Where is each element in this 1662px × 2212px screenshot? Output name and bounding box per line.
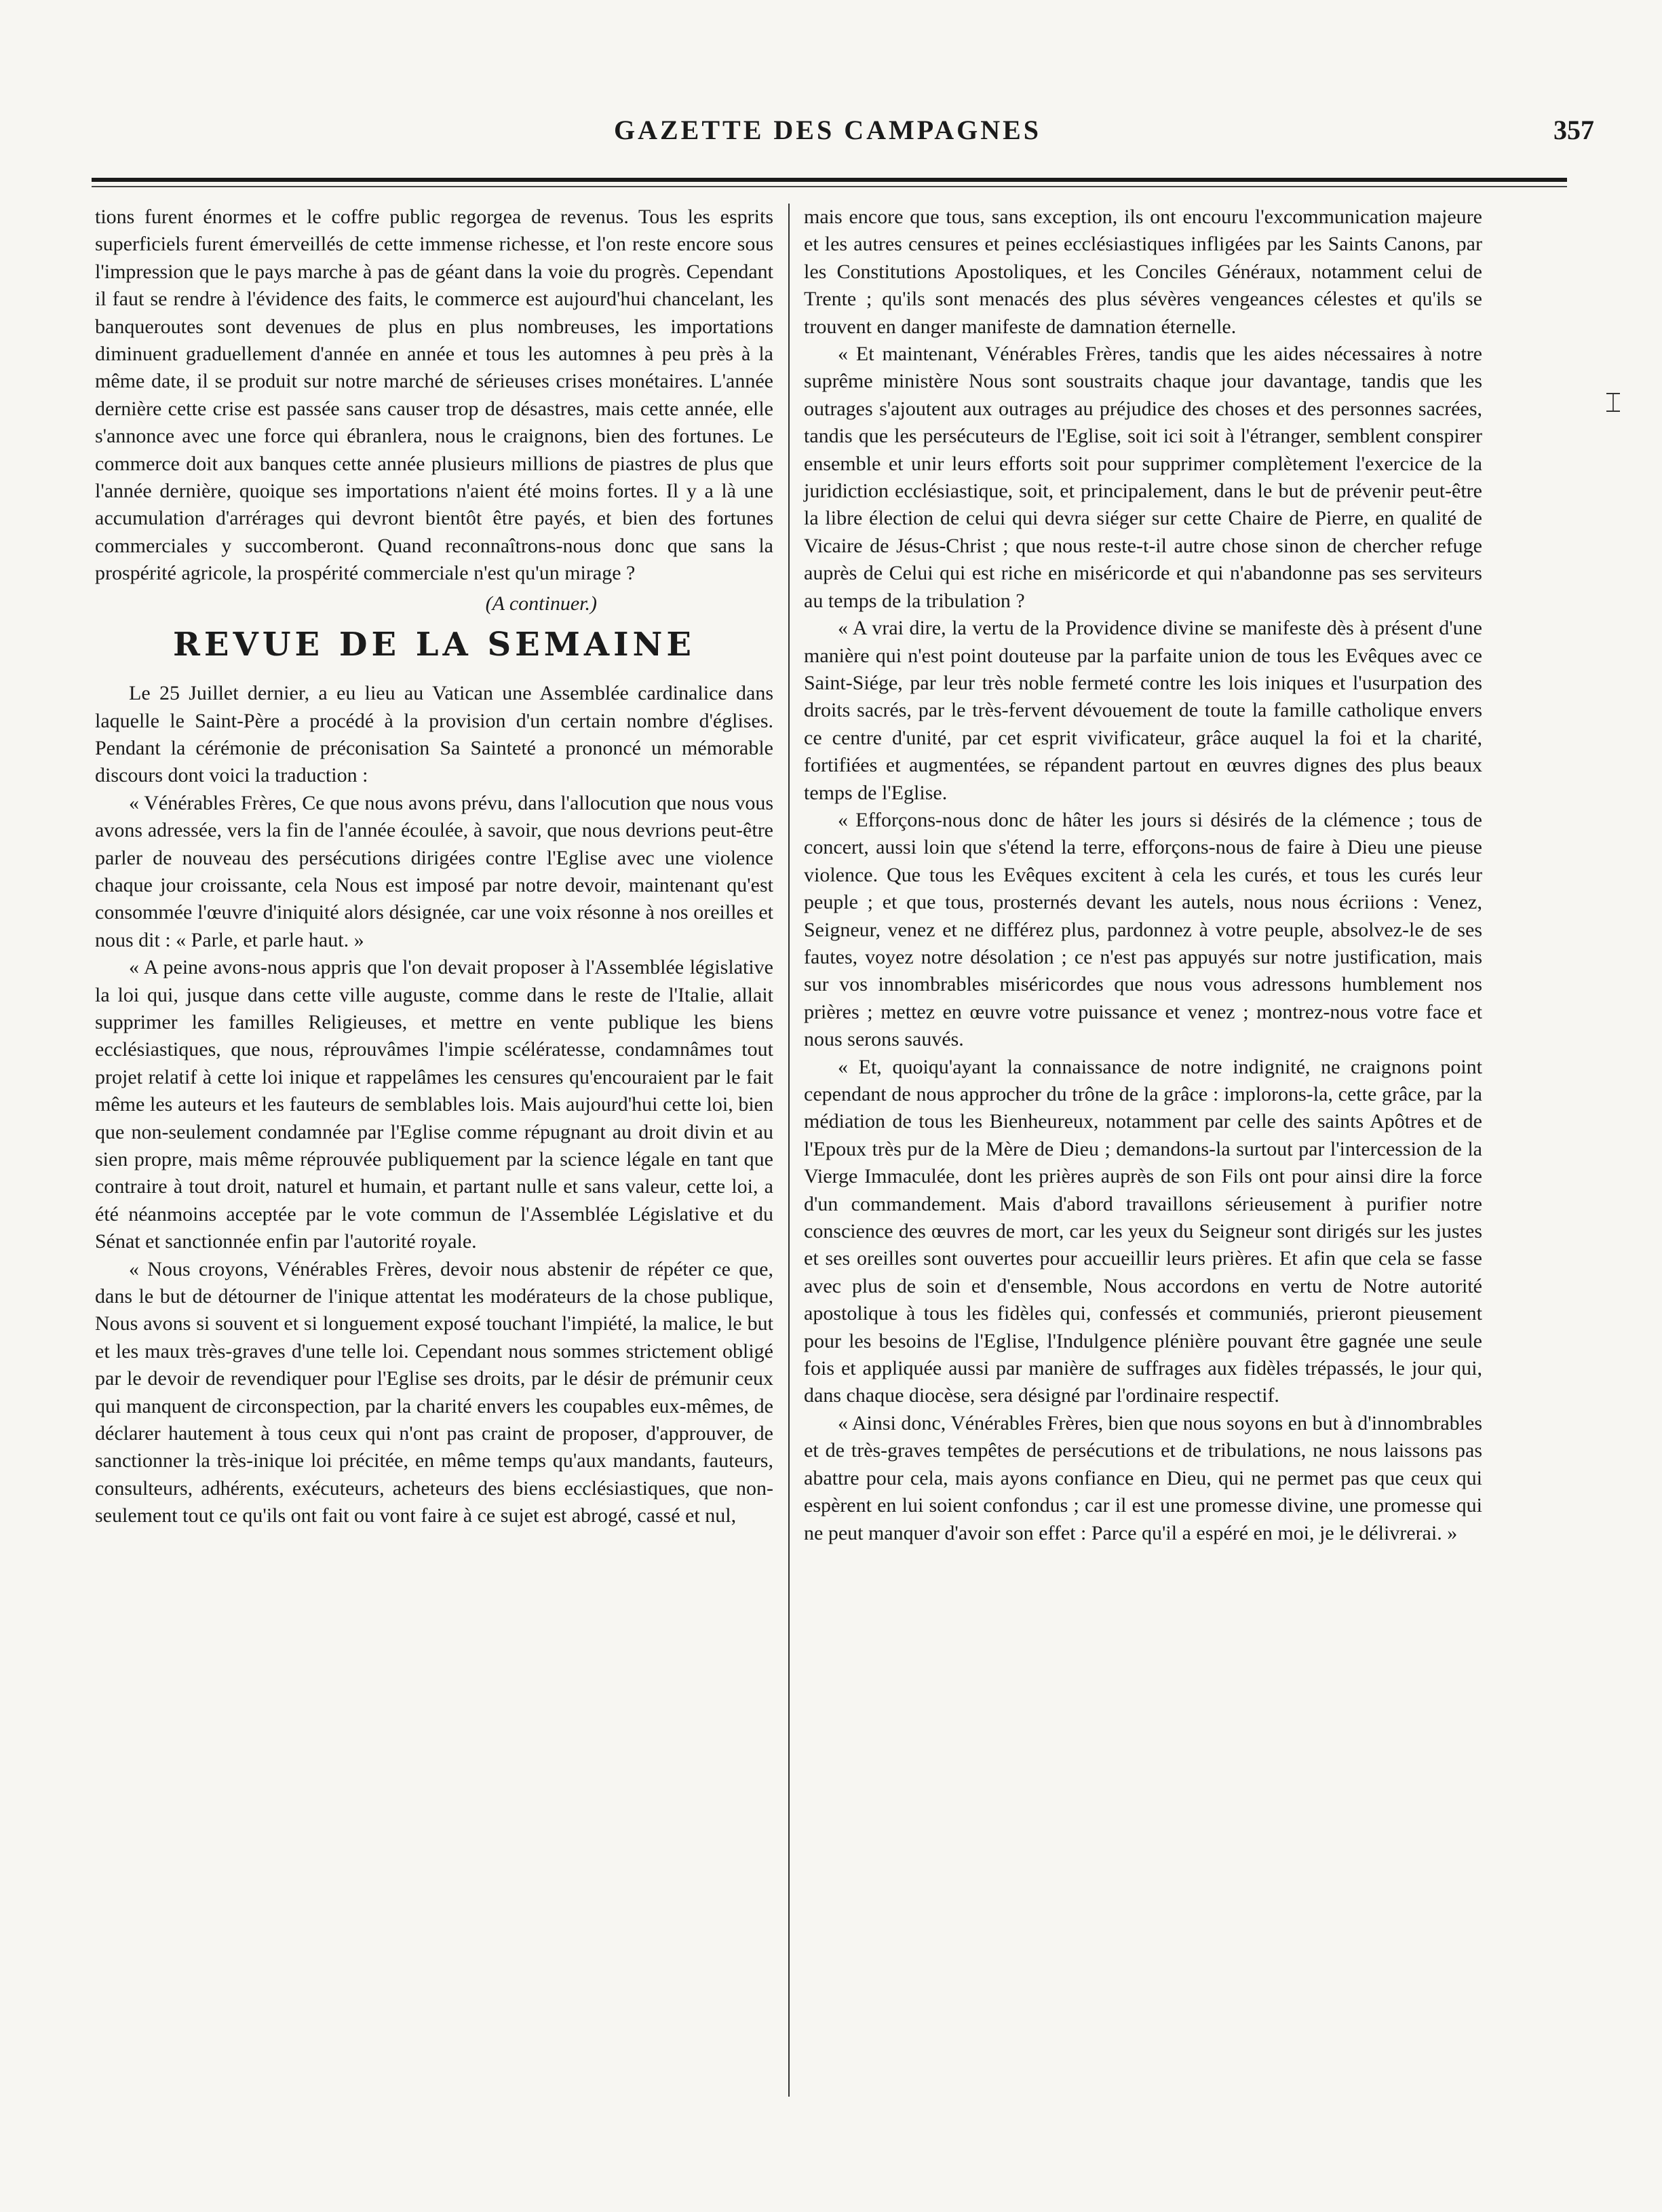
- masthead: [95, 114, 1594, 161]
- left-column: [95, 204, 773, 1530]
- paragraph: « Ainsi donc, Vénérables Frères, bien que nous soyons en but à d'innombrables et de très-graves tempêtes de persécutions et de tribulations, ne nous laissons pas abattre pour cela, mais ayons confiance en Dieu, qui ne permet pas que ceux qui espèrent en lui soient confondus ; car il est une promesse divine, une promesse qui ne peut manquer d'avoir son effet : Parce qu'il a espéré en moi, je le délivrerai. »: [804, 1411, 1482, 1544]
- column-divider: [788, 204, 790, 2097]
- margin-mark-icon: ⌶: [1605, 387, 1621, 418]
- newspaper-title: GAZETTE DES CAMPAGNES: [613, 115, 1041, 145]
- section-title: REVUE DE LA SEMAINE: [172, 626, 696, 664]
- paragraph: « Et, quoiqu'ayant la connaissance de notre indignité, ne craignons point cependant de nous approcher du trône de la grâce : implorons-la, cette grâce, par la médiation de tous les Bienheureux, notamment par celle des saints Apôtres et de l'Epoux très pur de la Mère de Dieu ; demandons-la surtout par l'intercession de la Vierge Immaculée, dont les prières auprès de son Fils ont pour ainsi dire la force d'un commandement. Mais d'abord travaillons sérieusement à purifier notre conscience des œuvres de mort, car les yeux du Seigneur sont dirigés sur les justes et ses oreilles sont ouvertes pour accueillir leurs prières. Et afin que cela se fasse avec plus de soin et d'ensemble, Nous accordons en vertu de Notre autorité apostolique à tous les fidèles qui, confessés et communiés, prieront pieusement pour les besoins de l'Eglise, l'Indulgence plénière pouvant être gagnée une seule fois et appliquée aussi par manière de suffrages aux fidèles trépassés, le jour qui, dans chaque diocèse, sera désigné par l'ordinaire respectif.: [804, 1055, 1482, 1407]
- paragraph: « Efforçons-nous donc de hâter les jours si désirés de la clémence ; tous de concert, aussi loin que s'étend la terre, efforçons-nous de faire à Dieu une pieuse violence. Que tous les Evêques excitent à cela les curés, et tous les curés leur peuple ; et que tous, prosternés devant les autels, nous nous écriions : Venez, Seigneur, venez et ne différez plus, pardonnez à votre peuple, absolvez-le de ses fautes, voyez notre désolation ; ce n'est pas appuyés sur notre justification, mais sur vos innombrables miséricordes que nous vous adressons humblement nos prières ; mettez en œuvre votre puissance et venez ; montrez-nous votre face et nous serons sauvés.: [804, 808, 1482, 1051]
- right-column: [804, 204, 1482, 1547]
- article-continuation: tions furent énormes et le coffre public regorgea de revenus. Tous les esprits superficiels furent émerveillés de cette immense richesse, et l'on reste encore sous l'impression que le pays marche à pas de géant dans la voie du progrès. Cependant il faut se rendre à l'évidence des faits, le commerce est aujourd'hui chancelant, les banqueroutes sont devenues de plus en plus nombreuses, les importations diminuent graduellement d'année en année et tous les automnes à peu près à la même date, il se produit sur notre marché de sérieuses crises monétaires. L'année dernière cette crise est passée sans causer trop de désastres, mais cette année, elle s'annonce avec une force qui ébranlera, nous le craignons, bien des fortunes. Le commerce doit aux banques cette année plusieurs millions de piastres de plus que l'année dernière, quoique ses importations n'aient été moins fortes. Il y a là une accumulation d'arrérages qui devront bientôt être payés, et bien des fortunes commerciales y succomberont. Quand reconnaîtrons-nous donc que sans la prospérité agricole, la prospérité commerciale n'est qu'un mirage ?: [95, 206, 773, 585]
- continued-note: (A continuer.): [485, 592, 597, 615]
- paragraph: Le 25 Juillet dernier, a eu lieu au Vatican une Assemblée cardinalice dans laquelle le Saint-Père a procédé à la provision d'un certain nombre d'églises. Pendant la cérémonie de préconisation Sa Sainteté a prononcé un mémorable discours dont voici la traduction :: [95, 682, 773, 787]
- page-number: 357: [1553, 115, 1594, 145]
- paragraph: « Et maintenant, Vénérables Frères, tandis que les aides nécessaires à notre suprême ministère Nous sont soustraits chaque jour davantage, tandis que les outrages s'ajoutent aux outrages au préjudice des choses et des personnes sacrées, tandis que les persécuteurs de l'Eglise, soit ici soit à l'étranger, semblent conspirer ensemble et unir leurs efforts soit pour supprimer complètement l'exercice de la juridiction ecclésiastique, soit, et principalement, dans le but de prévenir peut-être la libre élection de celui qui devra siéger sur cette Chaire de Pierre, en qualité de Vicaire de Jésus-Christ ; que nous reste-t-il autre chose sinon de chercher refuge auprès de Celui qui est riche en miséricorde et qui n'abandonne pas ses serviteurs au temps de la tribulation ?: [804, 343, 1482, 612]
- paragraph: mais encore que tous, sans exception, ils ont encouru l'excommunication majeure et les autres censures et peines ecclésiastiques infligées par les Saints Canons, par les Constitutions Apostoliques, et les Conciles Généraux, notamment celui de Trente ; qu'ils sont menacés des plus sévères vengeances célestes et qu'ils se trouvent en danger manifeste de damnation éternelle.: [804, 206, 1482, 338]
- paragraph: « A peine avons-nous appris que l'on devait proposer à l'Assemblée législative la loi qui, jusque dans cette ville auguste, comme dans le reste de l'Italie, allait supprimer les familles Religieuses, et mettre en vente publique les biens ecclésiastiques, que nous, réprouvâmes l'impie scélératesse, condamnâmes tout projet relatif à cette loi inique et rappelâmes les censures qu'encouraient par le fait même les auteurs et les fauteurs de semblables lois. Mais aujourd'hui cette loi, bien que non-seulement condamnée par l'Eglise comme répugnant au droit divin et au sien propre, mais même réprouvée publiquement par la science légale en tant que contraire à tout droit, naturel et humain, et partant nulle et sans valeur, cette loi, a été néanmoins acceptée par le vote commun de l'Assemblée Législative et du Sénat et sanctionnée enfin par l'autorité royale.: [95, 956, 773, 1253]
- header-rule-thick: [92, 178, 1567, 182]
- paragraph: « A vrai dire, la vertu de la Providence divine se manifeste dès à présent d'une manière qui n'est point douteuse par la parfaite union de tous les Evêques avec ce Saint-Siége, par leur très noble fermeté contre les lois iniques et l'usurpation des droits sacrés, par le très-fervent dévouement de toute la famille catholique envers ce centre d'unité, par cet esprit vivificateur, grâce auquel la foi et la charité, fortifiées et augmentées, se répandent partout en œuvres dignes des plus beaux temps de l'Eglise.: [804, 617, 1482, 804]
- paragraph: « Vénérables Frères, Ce que nous avons prévu, dans l'allocution que nous vous avons adressée, vers la fin de l'année écoulée, à savoir, que nous devrions peut-être parler de nouveau des persécutions dirigées contre l'Eglise avec une violence chaque jour croissante, cela Nous est imposé par notre devoir, maintenant qu'est consommée l'œuvre d'iniquité alors désignée, car une voix résonne à nos oreilles et nous dit : « Parle, et parle haut. »: [95, 791, 773, 951]
- header-rule-thin: [92, 186, 1567, 187]
- paragraph: « Nous croyons, Vénérables Frères, devoir nous abstenir de répéter ce que, dans le but de détourner de l'inique attentat les modérateurs de la chose publique, Nous avons si souvent et si longuement exposé touchant l'impiété, la malice, le but et les maux très-graves d'une telle loi. Cependant nous sommes strictement obligé par le devoir de revendiquer pour l'Eglise ses droits, par le désir de prémunir ceux qui manquent de circonspection, par la charité envers les coupables eux-mêmes, de déclarer hautement à tous ceux qui n'ont pas craint de proposer, d'approuver, de sanctionner la très-inique loi précitée, en même temps qu'aux mandants, fauteurs, consulteurs, adhérents, exécuteurs, acheteurs des biens ecclésiastiques, que non-seulement tout ce qu'ils ont fait ou vont faire à ce sujet est abrogé, cassé et nul,: [95, 1257, 773, 1527]
